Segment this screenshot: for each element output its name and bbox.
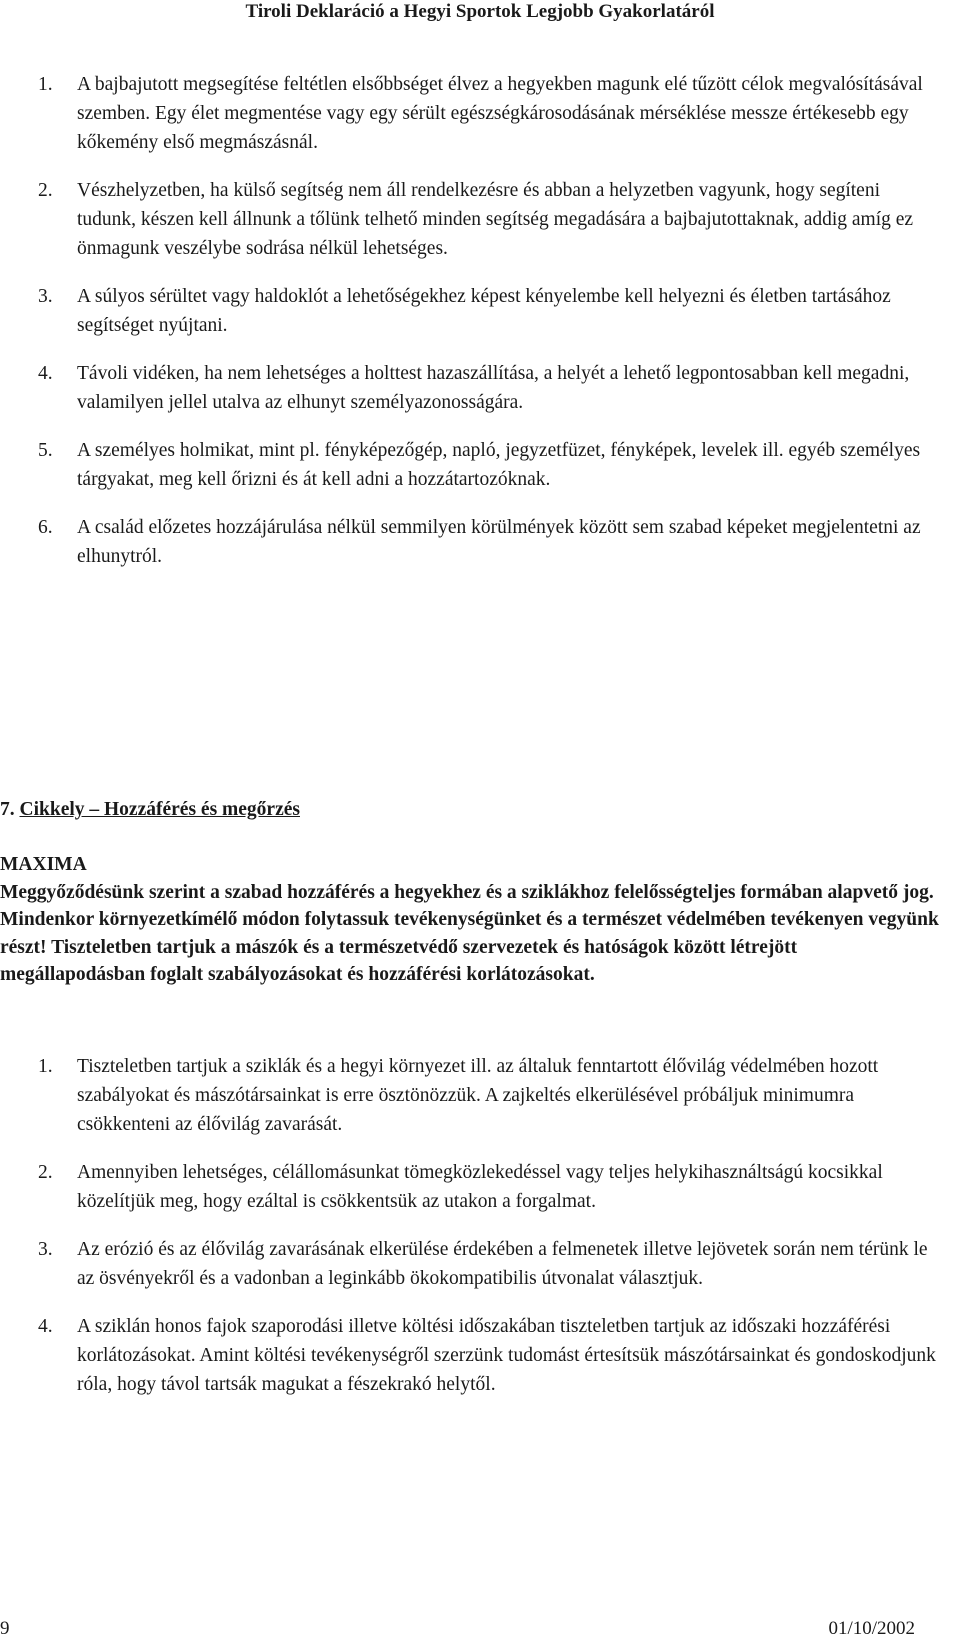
list-item-text: A súlyos sérültet vagy haldoklót a lehetőségekhez képest kényelembe kell helyezni és életben tartásához segítséget nyújtani. bbox=[77, 286, 891, 336]
list-item-number: 4. bbox=[38, 363, 53, 384]
list-item bbox=[0, 359, 940, 417]
list-item-text: Amennyiben lehetséges, célállomásunkat tömegközlekedéssel vagy teljes helykihasználtságú kocsikkal közelítjük meg, hogy ezáltal is csökkentsük az utakon a forgalmat. bbox=[77, 1162, 883, 1212]
list-item-number: 1. bbox=[38, 74, 53, 95]
maxima-label: MAXIMA bbox=[0, 854, 87, 875]
list-item-number: 2. bbox=[38, 1162, 53, 1183]
list-item bbox=[0, 1235, 940, 1293]
list-item bbox=[0, 436, 940, 494]
list-item-text: A bajbajutott megsegítése feltétlen elsőbbséget élvez a hegyekben magunk elé tűzött célok megvalósításával szemben. Egy élet megmentése vagy egy sérült egészségkárosodásának mérséklése messze értékesebb egy kőkemény első megmászásnál. bbox=[77, 74, 923, 153]
section-heading bbox=[0, 795, 300, 824]
page-header-title: Tiroli Deklaráció a Hegyi Sportok Legjobb Gyakorlatáról bbox=[245, 1, 715, 22]
list-item-text: Távoli vidéken, ha nem lehetséges a holttest hazaszállítása, a helyét a lehető legpontosabban kell megadni, valamilyen jellel utalva az elhunyt személyazonosságára. bbox=[77, 363, 910, 413]
list-item-text: A személyes holmikat, mint pl. fényképezőgép, napló, jegyzetfüzet, fényképek, levelek ill. egyéb személyes tárgyakat, meg kell őrizni és át kell adni a hozzátartozóknak. bbox=[77, 440, 921, 490]
list-item bbox=[0, 282, 940, 340]
list-item bbox=[0, 1158, 940, 1216]
maxima-block bbox=[0, 851, 945, 989]
list-item-text: Az erózió és az élővilág zavarásának elkerülése érdekében a felmenetek illetve lejövetek során nem térünk le az ösvényekről és a vadonban a leginkább ökokompatibilis útvonalat választjuk. bbox=[77, 1239, 928, 1289]
list-item-number: 4. bbox=[38, 1316, 53, 1337]
list-item-number: 5. bbox=[38, 440, 53, 461]
maxima-text: Meggyőződésünk szerint a szabad hozzáférés a hegyekhez és a sziklákhoz felelősségteljes formában alapvető jog. Mindenkor környezetkímélő módon folytassuk tevékenységünket és a természet védelmében tevékenyen vegyünk részt! Tiszteletben tartjuk a mászók és a természetvédő szervezetek és hatóságok között létrejött megállapodásban foglalt szabályozásokat és hozzáférési korlátozásokat. bbox=[0, 881, 939, 985]
list-item bbox=[0, 176, 940, 263]
list-item-number: 1. bbox=[38, 1056, 53, 1077]
rescue-rules-list bbox=[0, 70, 940, 590]
list-item bbox=[0, 1312, 940, 1399]
list-item-number: 2. bbox=[38, 180, 53, 201]
list-item-number: 3. bbox=[38, 1239, 53, 1260]
list-item-number: 3. bbox=[38, 286, 53, 307]
list-item-text: A család előzetes hozzájárulása nélkül semmilyen körülmények között sem szabad képeket megjelentetni az elhunytról. bbox=[77, 517, 921, 567]
list-item-text: Tiszteletben tartjuk a sziklák és a hegyi környezet ill. az általuk fenntartott élővilág védelmében hozott szabályokat és mászótársainkat is erre ösztönözzük. A zajkeltés elkerülésével próbáljuk minimumra csökkenteni az élővilág zavarását. bbox=[77, 1056, 879, 1135]
list-item-text: Vészhelyzetben, ha külső segítség nem áll rendelkezésre és abban a helyzetben vagyunk, hogy segíteni tudunk, készen kell állnunk a tőlünk telhető minden segítség megadására a bajbajutottaknak, addig amíg ez önmagunk veszélybe sodrása nélkül lehetséges. bbox=[77, 180, 914, 259]
section-title: Cikkely – Hozzáférés és megőrzés bbox=[19, 799, 300, 820]
list-item bbox=[0, 513, 940, 571]
section-number: 7. bbox=[0, 799, 15, 820]
list-item-text: A sziklán honos fajok szaporodási illetve költési időszakában tiszteletben tartjuk az időszaki hozzáférési korlátozásokat. Amint költési tevékenységről szerzünk tudomást értesítsük mászótársainkat és gondoskodjunk róla, hogy távol tartsák magukat a fészekrakó helytől. bbox=[77, 1316, 936, 1395]
footer-date: 01/10/2002 bbox=[828, 1618, 915, 1639]
list-item bbox=[0, 1052, 940, 1139]
access-rules-list bbox=[0, 1052, 940, 1418]
list-item bbox=[0, 70, 940, 157]
list-item-number: 6. bbox=[38, 517, 53, 538]
page-number: 9 bbox=[0, 1618, 10, 1639]
